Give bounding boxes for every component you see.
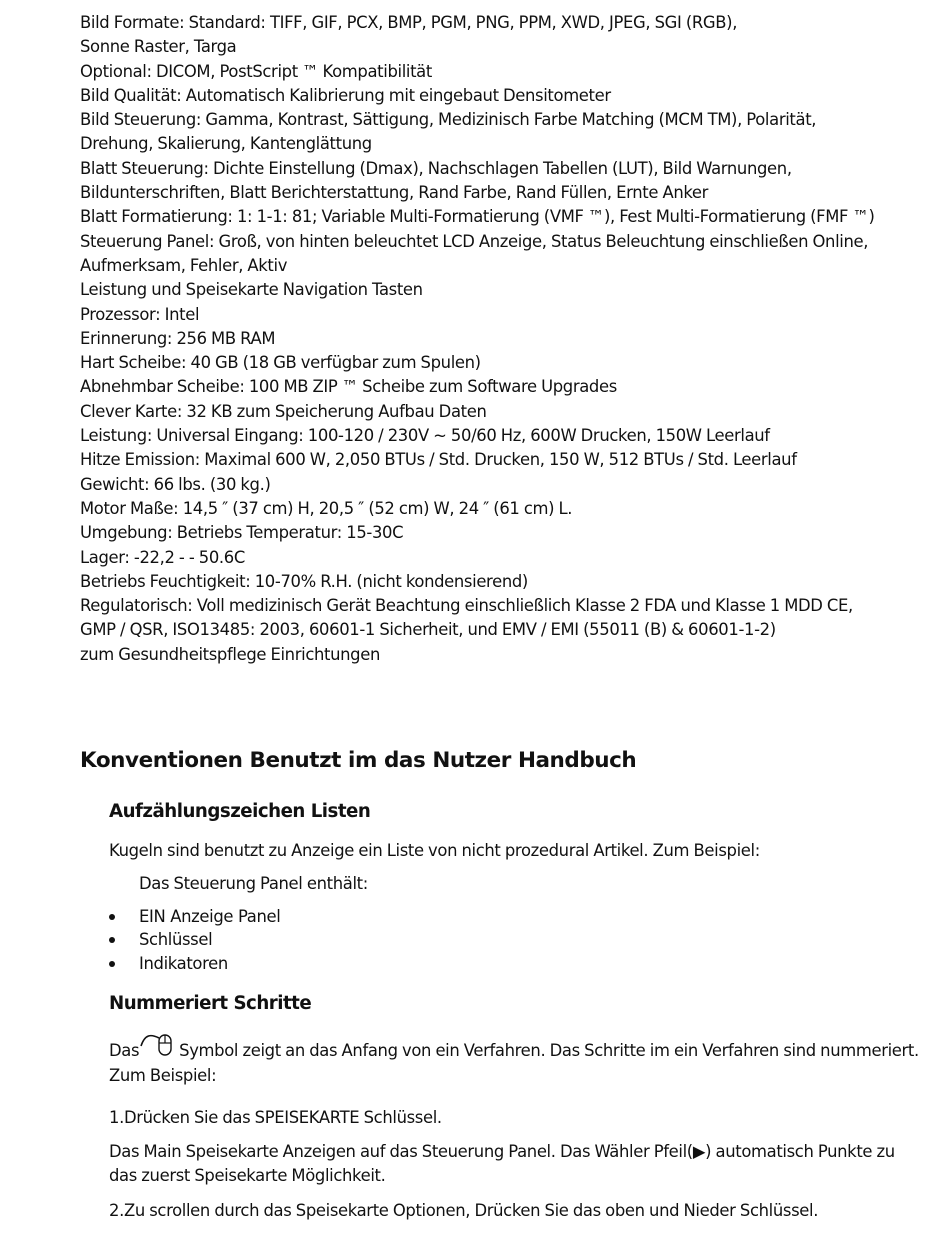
bullet-lists-heading: Aufzählungszeichen Listen [109, 801, 371, 822]
spec-line: Hart Scheibe: 40 GB (18 GB verfügbar zum Spulen) [80, 353, 481, 373]
step-1-result [109, 1140, 919, 1189]
spec-line: Blatt Formatierung: 1: 1-1: 81; Variable Multi-Formatierung (VMF ™), Fest Multi-Formatierung (FMF ™) [80, 207, 875, 227]
spec-line: Leistung: Universal Eingang: 100-120 / 230V ~ 50/60 Hz, 600W Drucken, 150W Leerlauf [80, 426, 770, 446]
bullet-dot [109, 914, 115, 920]
bullet-dot [109, 937, 115, 943]
specifications-list [80, 11, 930, 667]
spec-line: Motor Maße: 14,5 ″ (37 cm) H, 20,5 ″ (52 cm) W, 24 ″ (61 cm) L. [80, 498, 573, 518]
intro-text-start: Das [109, 1041, 140, 1060]
spec-line: zum Gesundheitspflege Einrichtungen [80, 644, 380, 664]
step-2: 2.Zu scrollen durch das Speisekarte Optionen, Drücken Sie das oben und Nieder Schlüssel. [109, 1201, 819, 1220]
spec-line: Regulatorisch: Voll medizinisch Gerät Beachtung einschließlich Klasse 2 FDA und Klasse 1 MDD CE, [80, 596, 853, 616]
spec-line: Sonne Raster, Targa [80, 37, 237, 57]
spec-line: Erinnerung: 256 MB RAM [80, 328, 276, 348]
spec-line: Steuerung Panel: Groß, von hinten beleuchtet LCD Anzeige, Status Beleuchtung einschließen Online, [80, 231, 869, 251]
conventions-heading: Konventionen Benutzt im das Nutzer Handbuch [80, 748, 637, 773]
step-1-result-end: ) automatisch Punkte zu das zuerst Speisekarte Möglichkeit. [109, 1142, 895, 1186]
mouse-icon [139, 1030, 181, 1062]
spec-line: Gewicht: 66 lbs. (30 kg.) [80, 474, 271, 494]
spec-line: Lager: -22,2 - - 50.6C [80, 547, 245, 567]
intro-text-rest: Symbol zeigt an das Anfang von ein Verfahren. Das Schritte im ein Verfahren sind nummeriert. Zum Beispiel: [109, 1041, 919, 1085]
spec-line: Optional: DICOM, PostScript ™ Kompatibilität [80, 61, 432, 81]
selector-arrow-icon: ▶ [692, 1142, 706, 1161]
bullet-dot [109, 961, 115, 967]
list-item-text: Indikatoren [139, 953, 228, 973]
step-1-result-start: Das Main Speisekarte Anzeigen auf das Steuerung Panel. Das Wähler Pfeil( [109, 1142, 693, 1161]
list-item [109, 905, 280, 928]
spec-line: Drehung, Skalierung, Kantenglättung [80, 134, 372, 154]
spec-line: Blatt Steuerung: Dichte Einstellung (Dmax), Nachschlagen Tabellen (LUT), Bild Warnungen, [80, 158, 792, 178]
spec-line: Hitze Emission: Maximal 600 W, 2,050 BTUs / Std. Drucken, 150 W, 512 BTUs / Std. Leerlauf [80, 450, 797, 470]
spec-line: Prozessor: Intel [80, 304, 200, 324]
spec-line: Abnehmbar Scheibe: 100 MB ZIP ™ Scheibe zum Software Upgrades [80, 377, 617, 397]
spec-line: Leistung und Speisekarte Navigation Tasten [80, 280, 423, 300]
list-item [109, 928, 280, 951]
spec-line: Bild Steuerung: Gamma, Kontrast, Sättigung, Medizinisch Farbe Matching (MCM TM), Polarität, [80, 110, 817, 130]
spec-line: Umgebung: Betriebs Temperatur: 15-30C [80, 523, 404, 543]
list-item-text: Schlüssel [139, 930, 213, 950]
bullet-lists-intro: Kugeln sind benutzt zu Anzeige ein Liste von nicht prozedural Artikel. Zum Beispiel: [109, 841, 760, 860]
spec-line: Bild Qualität: Automatisch Kalibrierung mit eingebaut Densitometer [80, 85, 611, 105]
spec-line: Betriebs Feuchtigkeit: 10-70% R.H. (nicht kondensierend) [80, 571, 528, 591]
step-1: 1.Drücken Sie das SPEISEKARTE Schlüssel. [109, 1108, 442, 1127]
spec-line: Aufmerksam, Fehler, Aktiv [80, 255, 288, 275]
numbered-steps-intro [109, 1030, 919, 1089]
spec-line: Bildunterschriften, Blatt Berichterstattung, Rand Farbe, Rand Füllen, Ernte Anker [80, 183, 709, 203]
list-item [109, 952, 280, 975]
spec-line: GMP / QSR, ISO13485: 2003, 60601-1 Sicherheit, und EMV / EMI (55011 (B) & 60601-1-2) [80, 620, 776, 640]
bullet-example-list [109, 905, 280, 975]
spec-line: Clever Karte: 32 KB zum Speicherung Aufbau Daten [80, 401, 487, 421]
bullet-example-lead: Das Steuerung Panel enthält: [139, 874, 368, 893]
list-item-text: EIN Anzeige Panel [139, 907, 281, 926]
spec-line: Bild Formate: Standard: TIFF, GIF, PCX, BMP, PGM, PNG, PPM, XWD, JPEG, SGI (RGB), [80, 13, 738, 32]
numbered-steps-heading: Nummeriert Schritte [109, 993, 312, 1014]
